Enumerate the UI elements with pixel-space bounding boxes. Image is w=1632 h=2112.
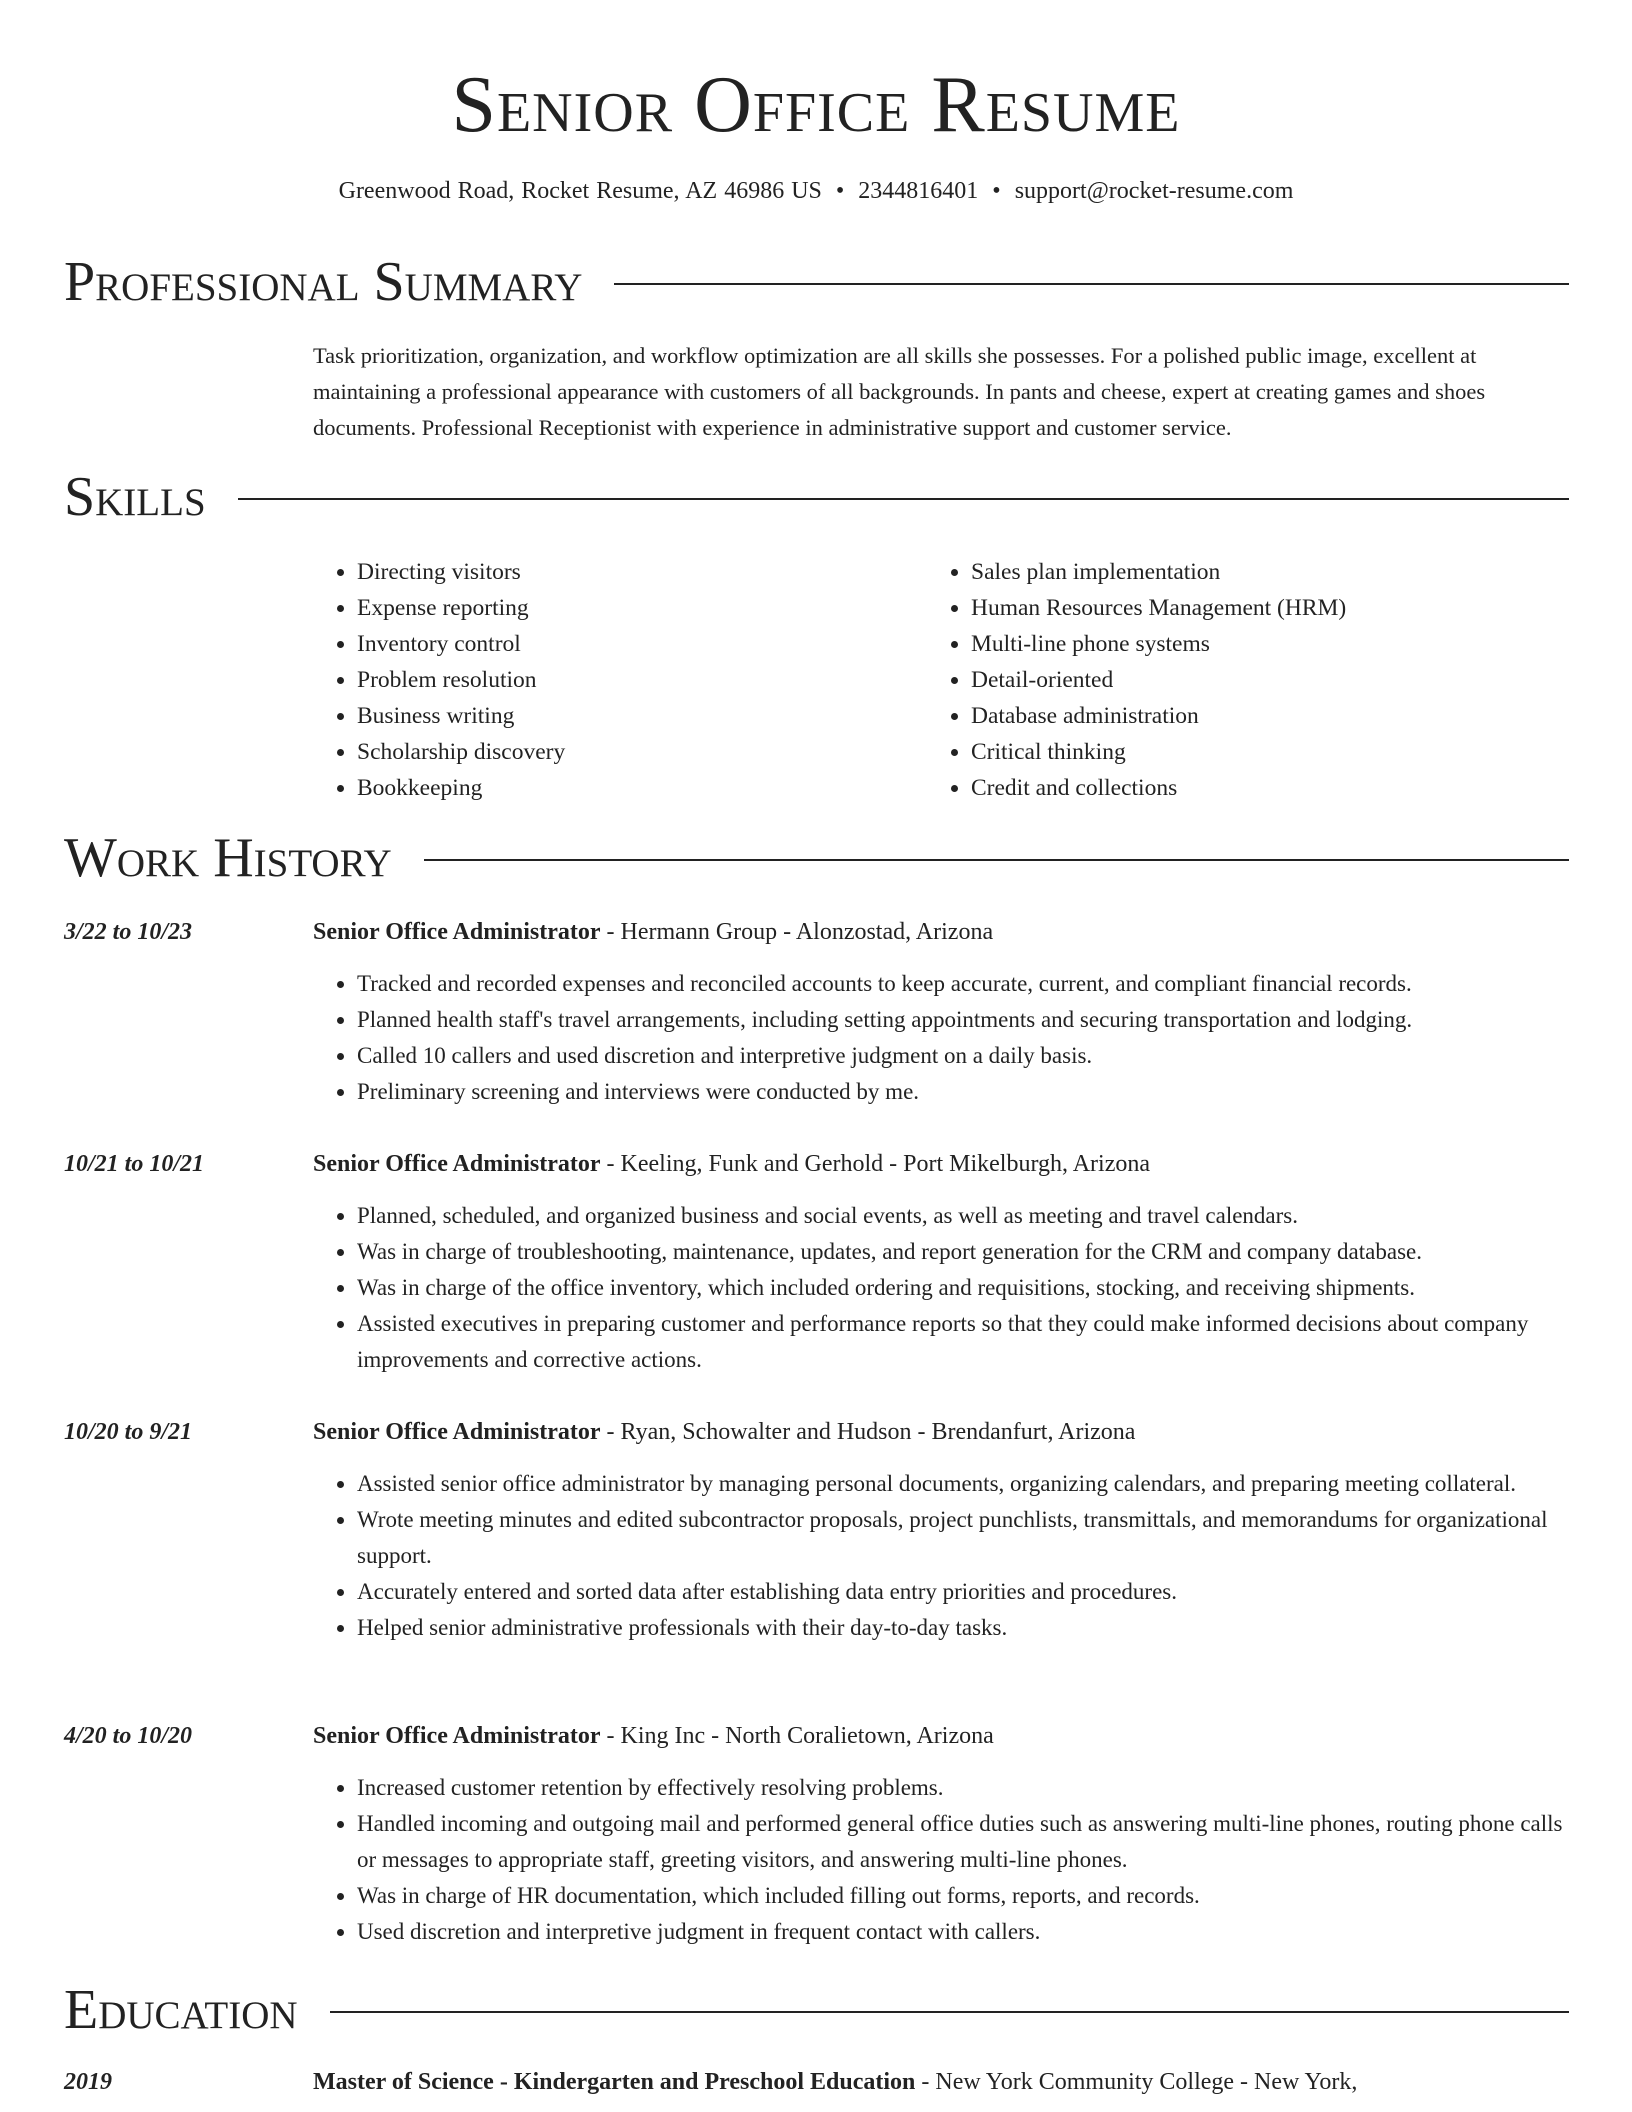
skills-section-header [64, 467, 1569, 527]
skill-item: • Database administration [971, 698, 1346, 734]
job-heading [313, 1146, 1569, 1182]
skill-item: • Directing visitors [357, 554, 927, 590]
job-bullet: • Helped senior administrative professionals with their day-to-day tasks. [357, 1610, 1569, 1646]
job-bullet: • Planned, scheduled, and organized business and social events, as well as meeting and travel calendars. [357, 1198, 1569, 1234]
skills-list [313, 554, 1569, 806]
skills-column-left [313, 554, 927, 806]
section-divider [424, 859, 1569, 861]
education-section-header [64, 1980, 1569, 2040]
job-title: Senior Office Administrator [313, 1723, 601, 1749]
section-divider [238, 498, 1569, 500]
summary-text: Task prioritization, organization, and workflow optimization are all skills she possesses. For a polished public image, excellent at maintaining a professional appearance with customers of all backgrounds. In pants and cheese, expert at creating games and shoes documents. Professional Receptionist with experience in administrative support and customer service. [313, 343, 1486, 440]
skill-item: • Detail-oriented [971, 662, 1346, 698]
skill-item: • Business writing [357, 698, 927, 734]
skill-item: • Credit and collections [971, 770, 1346, 806]
job-bullet: • Was in charge of troubleshooting, maintenance, updates, and report generation for the CRM and company database. [357, 1234, 1569, 1270]
job-dates: 10/21 to 10/21 [64, 1151, 205, 1177]
job-bullet: • Was in charge of HR documentation, which included filling out forms, reports, and records. [357, 1878, 1569, 1914]
section-divider [614, 283, 1569, 285]
job-dates: 3/22 to 10/23 [64, 919, 193, 945]
education-heading: Education [64, 1979, 298, 2041]
job-dates: 4/20 to 10/20 [64, 1723, 193, 1749]
job-bullet: • Planned health staff's travel arrangements, including setting appointments and securing transportation and lodging. [357, 1002, 1569, 1038]
skill-item: • Sales plan implementation [971, 554, 1346, 590]
skill-item: • Bookkeeping [357, 770, 927, 806]
job-bullet: • Called 10 callers and used discretion and interpretive judgment on a daily basis. [357, 1038, 1569, 1074]
skill-item: • Expense reporting [357, 590, 927, 626]
summary-section-header [64, 252, 1569, 312]
job-bullet: • Increased customer retention by effectively resolving problems. [357, 1770, 1569, 1806]
job-bullet: • Assisted senior office administrator by managing personal documents, organizing calendars, and preparing meeting collateral. [357, 1466, 1569, 1502]
job-heading [313, 1414, 1569, 1450]
skills-column-right [927, 554, 1346, 806]
contact-separator: • [835, 178, 845, 204]
job-bullet: • Handled incoming and outgoing mail and performed general office duties such as answering multi-line phones, routing phone calls or messages to appropriate staff, greeting visitors, and answering multi-line phones. [357, 1806, 1569, 1878]
job-heading [313, 914, 1569, 950]
job-dates: 10/20 to 9/21 [64, 1419, 193, 1445]
skills-heading: Skills [64, 466, 206, 528]
job-heading [313, 1718, 1569, 1754]
job-bullet: • Tracked and recorded expenses and reconciled accounts to keep accurate, current, and compliant financial records. [357, 966, 1569, 1002]
resume-title: Senior Office Resume [451, 61, 1181, 149]
contact-separator: • [992, 178, 1001, 204]
skill-item: • Inventory control [357, 626, 927, 662]
skill-item: • Critical thinking [971, 734, 1346, 770]
summary-heading: Professional Summary [64, 251, 583, 313]
job-details: - King Inc - North Coralietown, Arizona [600, 1723, 994, 1749]
job-bullet: • Accurately entered and sorted data after establishing data entry priorities and procedures. [357, 1574, 1569, 1610]
job-details: - Keeling, Funk and Gerhold - Port Mikelburgh, Arizona [600, 1151, 1150, 1177]
job-details: - Hermann Group - Alonzostad, Arizona [600, 919, 994, 945]
section-divider [330, 2011, 1569, 2013]
contact-email: support@rocket-resume.com [1014, 178, 1294, 204]
job-title: Senior Office Administrator [313, 1151, 601, 1177]
contact-line [0, 176, 1632, 206]
education-heading-line [313, 2064, 1569, 2100]
job-bullets [313, 1198, 1569, 1378]
skill-item: • Multi-line phone systems [971, 626, 1346, 662]
skill-item: • Human Resources Management (HRM) [971, 590, 1346, 626]
job-bullets [313, 1770, 1569, 1950]
job-bullets [313, 966, 1569, 1110]
job-title: Senior Office Administrator [313, 1419, 601, 1445]
skill-item: • Scholarship discovery [357, 734, 927, 770]
work-section-header [64, 828, 1569, 888]
job-details: - Ryan, Schowalter and Hudson - Brendanfurt, Arizona [600, 1419, 1136, 1445]
job-bullet: • Assisted executives in preparing customer and performance reports so that they could make informed decisions about company improvements and corrective actions. [357, 1306, 1569, 1378]
education-date: 2019 [64, 2069, 112, 2095]
job-bullets [313, 1466, 1569, 1646]
work-heading: Work History [64, 827, 392, 889]
job-bullet: • Wrote meeting minutes and edited subcontractor proposals, project punchlists, transmittals, and memorandums for organizational support. [357, 1502, 1569, 1574]
job-bullet: • Was in charge of the office inventory, which included ordering and requisitions, stocking, and receiving shipments. [357, 1270, 1569, 1306]
job-bullet: • Used discretion and interpretive judgment in frequent contact with callers. [357, 1914, 1569, 1950]
contact-phone: 2344816401 [858, 178, 979, 204]
job-bullet: • Preliminary screening and interviews were conducted by me. [357, 1074, 1569, 1110]
skill-item: • Problem resolution [357, 662, 927, 698]
education-details: - New York Community College - New York, [915, 2069, 1358, 2095]
contact-address: Greenwood Road, Rocket Resume, AZ 46986 US [338, 178, 822, 204]
job-title: Senior Office Administrator [313, 919, 601, 945]
education-degree: Master of Science - Kindergarten and Preschool Education [313, 2069, 916, 2095]
